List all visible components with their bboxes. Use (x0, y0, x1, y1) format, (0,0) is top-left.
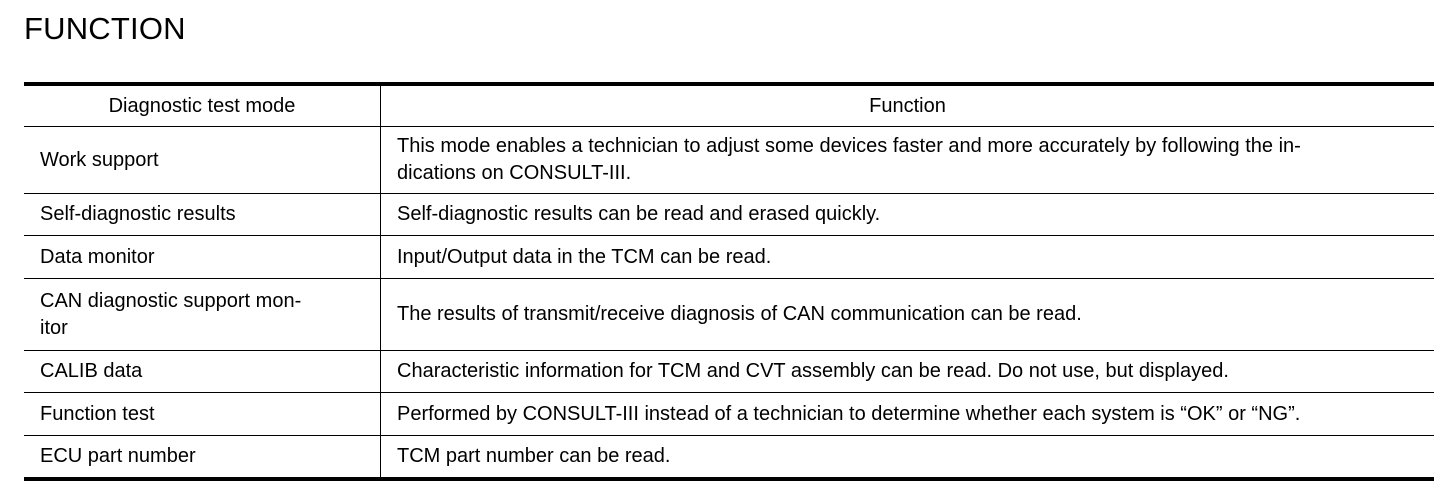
function-cell: TCM part number can be read. (381, 436, 1435, 479)
mode-cell: ECU part number (24, 436, 381, 479)
table-row (24, 393, 1434, 436)
column-header-function: Function (381, 84, 1435, 127)
table-row (24, 351, 1434, 393)
table-row (24, 236, 1434, 279)
mode-cell: CALIB data (24, 351, 381, 393)
function-cell: This mode enables a technician to adjust some devices faster and more accurately by following the in- dications on CONSULT-III. (381, 127, 1435, 194)
function-cell: Input/Output data in the TCM can be read. (381, 236, 1435, 279)
mode-cell: Self-diagnostic results (24, 194, 381, 236)
table-row (24, 194, 1434, 236)
mode-cell: Work support (24, 127, 381, 194)
table-row (24, 436, 1434, 479)
function-cell: Characteristic information for TCM and CVT assembly can be read. Do not use, but displayed. (381, 351, 1435, 393)
column-header-mode: Diagnostic test mode (24, 84, 381, 127)
mode-cell: CAN diagnostic support mon- itor (24, 279, 381, 351)
mode-cell: Function test (24, 393, 381, 436)
mode-cell: Data monitor (24, 236, 381, 279)
table-header-row (24, 84, 1434, 127)
function-cell: Performed by CONSULT-III instead of a technician to determine whether each system is “OK” or “NG”. (381, 393, 1435, 436)
table-row (24, 127, 1434, 194)
page-title: FUNCTION (24, 11, 186, 46)
function-cell: The results of transmit/receive diagnosis of CAN communication can be read. (381, 279, 1435, 351)
table-row (24, 279, 1434, 351)
function-cell: Self-diagnostic results can be read and erased quickly. (381, 194, 1435, 236)
diagnostic-mode-table (24, 82, 1434, 481)
